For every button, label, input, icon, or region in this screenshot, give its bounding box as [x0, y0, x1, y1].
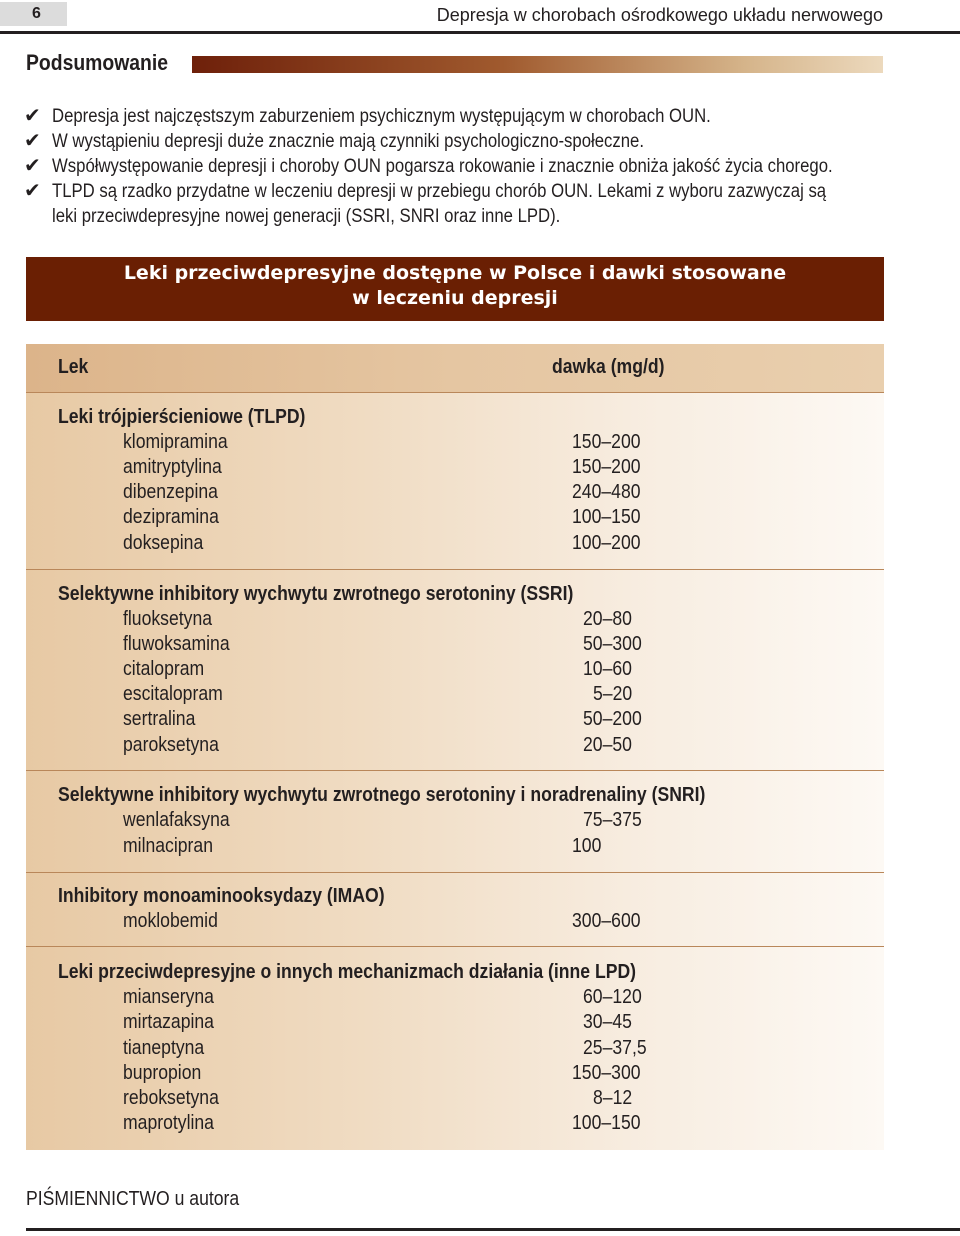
- drug-dose: 100–150: [572, 1112, 641, 1134]
- group-title: Leki trójpierścieniowe (TLPD): [58, 406, 306, 428]
- page-header: [0, 0, 960, 34]
- references-note: PIŚMIENNICTWO u autora: [26, 1188, 240, 1210]
- header-rule: [0, 31, 960, 34]
- footer-rule: [26, 1228, 960, 1231]
- drug-dose: 60–120: [583, 986, 642, 1008]
- drug-name: klomipramina: [123, 431, 228, 453]
- drug-name: tianeptyna: [123, 1037, 205, 1059]
- drug-name: fluoksetyna: [123, 608, 213, 630]
- drug-dose: 20–50: [583, 734, 632, 756]
- summary-item: ✔ TLPD są rzadko przydatne w leczeniu depresji w przebiegu chorób OUN. Lekami z wyboru zazwyczaj są: [24, 180, 827, 202]
- drug-dose: 150–300: [572, 1062, 641, 1084]
- group-separator: [26, 872, 884, 873]
- drug-dose: 240–480: [572, 481, 641, 503]
- drug-dose: 100: [572, 835, 602, 857]
- checkmark-icon: ✔: [24, 155, 41, 177]
- drug-name: mirtazapina: [123, 1011, 214, 1033]
- drug-name: escitalopram: [123, 683, 223, 705]
- drug-dose: 20–80: [583, 608, 632, 630]
- summary-item: ✔ W wystąpieniu depresji duże znacznie mają czynniki psychologiczno-społeczne.: [24, 130, 644, 152]
- drug-name: dibenzepina: [123, 481, 218, 503]
- drug-dose: 50–300: [583, 633, 642, 655]
- group-title: Leki przeciwdepresyjne o innych mechanizmach działania (inne LPD): [58, 961, 637, 983]
- drug-name: wenlafaksyna: [123, 809, 230, 831]
- drug-table: [26, 344, 884, 1150]
- table-column-header: [26, 344, 884, 393]
- column-dose: dawka (mg/d): [552, 356, 665, 378]
- drug-name: maprotylina: [123, 1112, 214, 1134]
- section-title-bar: [192, 56, 883, 73]
- drug-name: moklobemid: [123, 910, 218, 932]
- table-title: Leki przeciwdepresyjne dostępne w Polsce i dawki stosowane w leczeniu depresji: [26, 257, 884, 321]
- drug-name: sertralina: [123, 708, 196, 730]
- drug-dose: 150–200: [572, 456, 641, 478]
- group-title: Selektywne inhibitory wychwytu zwrotnego serotoniny i noradrenaliny (SNRI): [58, 784, 706, 806]
- drug-dose: 30–45: [583, 1011, 632, 1033]
- drug-name: bupropion: [123, 1062, 202, 1084]
- drug-dose: 300–600: [572, 910, 641, 932]
- drug-dose: 100–200: [572, 532, 641, 554]
- summary-item: ✔ Współwystępowanie depresji i choroby OUN pogarsza rokowanie i znacznie obniża jakość życia chorego.: [24, 155, 833, 177]
- drug-name: milnacipran: [123, 835, 213, 857]
- drug-name: reboksetyna: [123, 1087, 219, 1109]
- drug-name: doksepina: [123, 532, 204, 554]
- checkmark-icon: ✔: [24, 130, 41, 152]
- drug-dose: 150–200: [572, 431, 641, 453]
- drug-name: fluwoksamina: [123, 633, 230, 655]
- group-separator: [26, 946, 884, 947]
- page-number: 6: [0, 2, 67, 26]
- drug-name: mianseryna: [123, 986, 214, 1008]
- drug-dose: 50–200: [583, 708, 642, 730]
- section-title: Podsumowanie: [26, 50, 168, 75]
- summary-item: ✔ Depresja jest najczęstszym zaburzeniem psychicznym występującym w chorobach OUN.: [24, 105, 711, 127]
- drug-name: citalopram: [123, 658, 205, 680]
- drug-dose: 10–60: [583, 658, 632, 680]
- drug-dose: 5–20: [593, 683, 633, 705]
- drug-name: amitryptylina: [123, 456, 222, 478]
- group-separator: [26, 770, 884, 771]
- group-title: Selektywne inhibitory wychwytu zwrotnego serotoniny (SSRI): [58, 583, 574, 605]
- summary-item-continuation: leki przeciwdepresyjne nowej generacji (SSRI, SNRI oraz inne LPD).: [52, 206, 561, 227]
- checkmark-icon: ✔: [24, 105, 41, 127]
- column-drug: Lek: [58, 356, 89, 378]
- drug-dose: 25–37,5: [583, 1037, 647, 1059]
- drug-dose: 100–150: [572, 506, 641, 528]
- group-separator: [26, 569, 884, 570]
- checkmark-icon: ✔: [24, 180, 41, 202]
- drug-dose: 8–12: [593, 1087, 633, 1109]
- summary-list: [24, 104, 894, 229]
- drug-name: dezipramina: [123, 506, 219, 528]
- group-title: Inhibitory monoaminooksydazy (IMAO): [58, 885, 385, 907]
- drug-name: paroksetyna: [123, 734, 219, 756]
- running-title: Depresja w chorobach ośrodkowego układu nerwowego: [436, 5, 883, 25]
- drug-dose: 75–375: [583, 809, 642, 831]
